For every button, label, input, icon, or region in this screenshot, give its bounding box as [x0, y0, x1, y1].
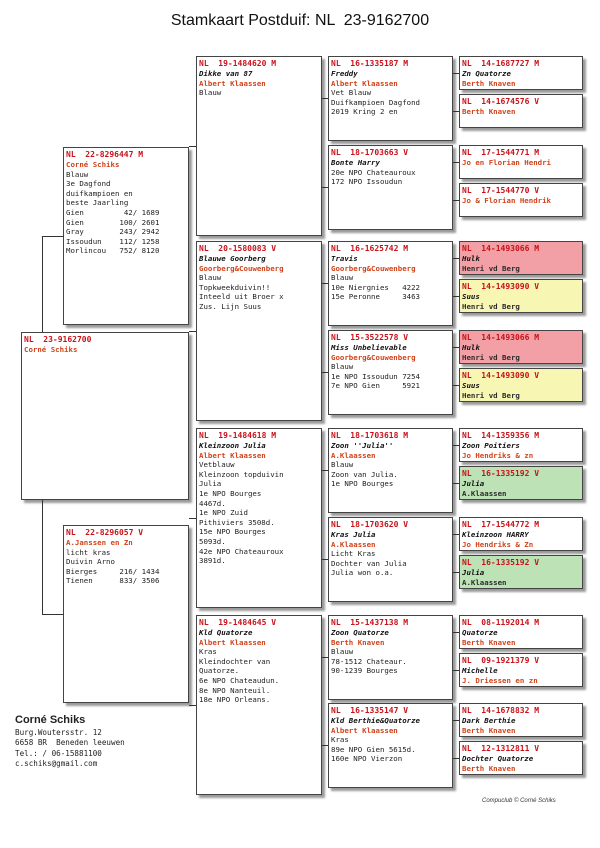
- info-line: 3891d.: [199, 556, 226, 566]
- pigeon-name: Quatorze: [462, 628, 498, 637]
- pigeon-name: Dochter Quatorze: [462, 754, 534, 763]
- connector-line: [189, 518, 196, 519]
- pigeon-name: Kleinzoon HARRY: [462, 530, 529, 539]
- connector-line: [453, 200, 459, 201]
- connector-line: [189, 146, 196, 147]
- info-line: 1e NPO Bourges: [199, 488, 262, 498]
- owner-name: A.Klaassen: [462, 577, 507, 587]
- owner-name: Jo & Florian Hendrik: [462, 196, 551, 205]
- info-line: 15e NPO Bourges: [199, 527, 266, 537]
- pigeon-name: Kld Berthie&Quatorze: [331, 716, 420, 725]
- info-line: Licht Kras: [331, 549, 376, 559]
- gg-grandparent-card-7: [459, 330, 583, 364]
- pigeon-name: Suus: [462, 381, 480, 390]
- gg-grandparent-card-3: [459, 145, 583, 179]
- pigeon-name: Suus: [462, 292, 480, 301]
- ring-number: NL 17-1544771 M: [462, 148, 540, 157]
- owner-name: A.Klaassen: [331, 539, 376, 549]
- info-line: Topkweekduivin!!: [199, 282, 271, 292]
- father-card: [63, 147, 189, 325]
- pigeon-name: Zoon Quatorze: [331, 628, 389, 637]
- ring-number: NL 14-1674576 V: [462, 97, 540, 106]
- ring-number: NL 09-1921379 V: [462, 656, 540, 665]
- owner-name: Berth Knaven: [462, 107, 516, 116]
- ring-number: NL 14-1493066 M: [462, 333, 540, 342]
- ring-number: NL 14-1687727 M: [462, 59, 540, 68]
- owner-name: Corné Schiks: [24, 345, 78, 354]
- grandparent-card-2: [196, 241, 322, 421]
- owner-name: Goorberg&Couwenberg: [331, 352, 416, 362]
- connector-line: [322, 283, 328, 284]
- connector-line: [453, 445, 459, 446]
- breeder-tel: Tel.: / 06-15881100: [15, 748, 102, 758]
- ring-number: NL 14-1493090 V: [462, 371, 540, 380]
- pigeon-name: Hulk: [462, 254, 480, 263]
- connector-line: [453, 73, 459, 74]
- great-grandparent-card-7: [328, 615, 453, 700]
- connector-line: [453, 385, 459, 386]
- info-line: 10e Niergnies 4222: [331, 282, 420, 292]
- info-line: Kleinzoon topduivin: [199, 469, 284, 479]
- connector-line: [42, 236, 43, 332]
- info-line: Kras: [331, 735, 349, 745]
- great-grandparent-card-1: [328, 56, 453, 141]
- pigeon-name: Hulk: [462, 343, 480, 352]
- info-line: 1e NPO Zuid: [199, 508, 248, 518]
- connector-line: [453, 534, 459, 535]
- info-line: Pithiviers 3508d.: [199, 517, 275, 527]
- owner-name: Albert Klaassen: [331, 78, 398, 88]
- pigeon-name: Michelle: [462, 666, 498, 675]
- gg-grandparent-card-1: [459, 56, 583, 90]
- breeder-city: 6658 BR Beneden leeuwen: [15, 738, 125, 748]
- info-line: Vetblauw: [199, 460, 235, 470]
- ring-number: NL 14-1678832 M: [462, 706, 540, 715]
- great-grandparent-card-5: [328, 428, 453, 513]
- gg-grandparent-card-11: [459, 517, 583, 551]
- pigeon-name: Blauwe Goorberg: [199, 254, 266, 263]
- owner-name: A.Klaassen: [462, 488, 507, 498]
- info-line: 7e NPO Gien 5921: [331, 381, 420, 391]
- connector-line: [322, 470, 328, 471]
- owner-name: Albert Klaassen: [199, 78, 266, 88]
- ring-number: NL 19-1484618 M: [199, 431, 277, 440]
- connector-line: [42, 500, 43, 614]
- ring-number: NL 18-1703620 V: [331, 520, 409, 529]
- owner-name: Goorberg&Couwenberg: [199, 263, 284, 273]
- great-grandparent-card-3: [328, 241, 453, 326]
- info-line: Blauw: [199, 273, 222, 283]
- info-line: Inteeld uit Broer x: [199, 292, 284, 302]
- owner-name: Berth Knaven: [462, 763, 516, 773]
- connector-line: [322, 657, 328, 658]
- info-line: 3e Dagfond: [66, 179, 111, 189]
- ring-number: NL 14-1493066 M: [462, 244, 540, 253]
- info-line: 6e NPO Chateaudun.: [199, 675, 280, 685]
- page-title: Stamkaart Postduif: NL 23-9162700: [170, 12, 430, 29]
- connector-line: [322, 187, 328, 188]
- owner-name: Berth Knaven: [462, 725, 516, 735]
- connector-line: [189, 331, 196, 332]
- owner-name: A.Janssen en Zn: [66, 538, 133, 547]
- connector-line: [453, 632, 459, 633]
- ring-number: NL 12-1312811 V: [462, 744, 540, 753]
- grandparent-card-4: [196, 615, 322, 795]
- connector-line: [322, 559, 328, 560]
- owner-name: Henri vd Berg: [462, 301, 520, 311]
- mother-card: [63, 525, 189, 703]
- pigeon-name: Kleinzoon Julia: [199, 441, 266, 450]
- connector-line: [42, 614, 63, 615]
- ring-number: NL 22-8296447 M: [66, 150, 144, 159]
- pigeon-name: Zoon Poitiers: [462, 441, 520, 450]
- owner-name: Corné Schiks: [66, 160, 120, 169]
- info-line: licht kras: [66, 547, 111, 557]
- gg-grandparent-card-2: [459, 94, 583, 128]
- gg-grandparent-card-8: [459, 368, 583, 402]
- info-line: 1e NPO Bourges: [331, 479, 394, 489]
- info-line: 42e NPO Chateauroux: [199, 546, 284, 556]
- gg-grandparent-card-14: [459, 653, 583, 687]
- gg-grandparent-card-5: [459, 241, 583, 275]
- info-line: 4467d.: [199, 498, 226, 508]
- connector-line: [453, 111, 459, 112]
- info-line: Quatorze.: [199, 666, 240, 676]
- owner-name: Jo Hendriks & zn: [462, 450, 534, 460]
- pigeon-name: Dark Berthie: [462, 716, 516, 725]
- connector-line: [322, 98, 328, 99]
- info-line: Blauw: [331, 362, 354, 372]
- info-line: Blauw: [331, 273, 354, 283]
- ring-number: NL 16-1625742 M: [331, 244, 409, 253]
- great-grandparent-card-8: [328, 703, 453, 788]
- ring-number: NL 14-1359356 M: [462, 431, 540, 440]
- connector-line: [322, 745, 328, 746]
- pigeon-name: Kras Julia: [331, 530, 376, 539]
- gg-grandparent-card-10: [459, 466, 583, 500]
- gg-grandparent-card-6: [459, 279, 583, 313]
- info-line: Blauw: [331, 647, 354, 657]
- ring-number: NL 17-1544772 M: [462, 520, 540, 529]
- connector-line: [453, 258, 459, 259]
- gg-grandparent-card-15: [459, 703, 583, 737]
- footer-credit: Compuclub © Corné Schiks: [482, 798, 556, 804]
- connector-line: [453, 720, 459, 721]
- breeder-email: c.schiks@gmail.com: [15, 759, 98, 769]
- breeder-info: [15, 713, 125, 770]
- connector-line: [453, 483, 459, 484]
- pigeon-name: Freddy: [331, 69, 358, 78]
- connector-line: [322, 372, 328, 373]
- ring-number: NL 16-1335147 V: [331, 706, 409, 715]
- gg-grandparent-card-13: [459, 615, 583, 649]
- grandparent-card-3: [196, 428, 322, 608]
- gg-grandparent-card-4: [459, 183, 583, 217]
- connector-line: [453, 758, 459, 759]
- great-grandparent-card-4: [328, 330, 453, 415]
- ring-number: NL 20-1580083 V: [199, 244, 277, 253]
- pigeon-name: Julia: [462, 568, 485, 577]
- ring-number: NL 22-8296057 V: [66, 528, 144, 537]
- owner-name: Berth Knaven: [462, 78, 516, 88]
- pigeon-name: Zoon ''Julia'': [331, 441, 394, 450]
- info-line: Gray 243/ 2942: [66, 227, 160, 237]
- ring-number: NL 16-1335192 V: [462, 558, 540, 567]
- info-line: Kras: [199, 647, 217, 657]
- ring-number: NL 18-1703663 V: [331, 148, 409, 157]
- connector-line: [453, 670, 459, 671]
- owner-name: Henri vd Berg: [462, 352, 520, 362]
- info-line: Blauw: [199, 88, 222, 98]
- info-line: Blauw: [66, 169, 89, 179]
- info-line: Zus. Lijn Suus: [199, 301, 262, 311]
- pigeon-name: Kld Quatorze: [199, 628, 253, 637]
- owner-name: Jo en Florian Hendri: [462, 158, 551, 167]
- pigeon-name: Dikke van 87: [199, 69, 253, 78]
- info-line: 1e NPO Issoudun 7254: [331, 371, 420, 381]
- ring-number: NL 15-1437138 M: [331, 618, 409, 627]
- owner-name: J. Driessen en zn: [462, 675, 538, 685]
- owner-name: Henri vd Berg: [462, 390, 520, 400]
- gg-grandparent-card-16: [459, 741, 583, 775]
- pigeon-name: Travis: [331, 254, 358, 263]
- connector-line: [189, 705, 196, 706]
- ring-number: NL 17-1544770 V: [462, 186, 540, 195]
- owner-name: Albert Klaassen: [199, 637, 266, 647]
- info-line: Blauw: [331, 460, 354, 470]
- connector-line: [453, 347, 459, 348]
- info-line: 5093d.: [199, 536, 226, 546]
- owner-name: Jo Hendriks & Zn: [462, 539, 534, 549]
- info-line: Vet Blauw: [331, 88, 372, 98]
- ring-number: NL 14-1493090 V: [462, 282, 540, 291]
- owner-name: Berth Knaven: [462, 637, 516, 647]
- connector-line: [453, 296, 459, 297]
- info-line: Gien 100/ 2601: [66, 217, 160, 227]
- connector-line: [42, 236, 63, 237]
- pigeon-name: Bonte Harry: [331, 158, 380, 167]
- subject-pigeon-card: [21, 332, 189, 500]
- info-line: Duivin Arno: [66, 557, 115, 567]
- info-line: 89e NPO Gien 5615d.: [331, 744, 416, 754]
- info-line: Julia won o.a.: [331, 568, 394, 578]
- info-line: 15e Peronne 3463: [331, 292, 420, 302]
- owner-name: Goorberg&Couwenberg: [331, 263, 416, 273]
- gg-grandparent-card-12: [459, 555, 583, 589]
- breeder-name: Corné Schiks: [15, 714, 86, 726]
- great-grandparent-card-6: [328, 517, 453, 602]
- info-line: Bierges 216/ 1434: [66, 566, 160, 576]
- info-line: 2019 Kring 2 en: [331, 107, 398, 117]
- info-line: Duifkampioen Dagfond: [331, 97, 420, 107]
- gg-grandparent-card-9: [459, 428, 583, 462]
- info-line: 18e NPO Orleans.: [199, 695, 271, 705]
- owner-name: Berth Knaven: [331, 637, 385, 647]
- great-grandparent-card-2: [328, 145, 453, 230]
- owner-name: Albert Klaassen: [199, 450, 266, 460]
- owner-name: Henri vd Berg: [462, 263, 520, 273]
- info-line: beste Jaarling: [66, 198, 129, 208]
- ring-number: NL 18-1703618 M: [331, 431, 409, 440]
- info-line: Tienen 833/ 3506: [66, 576, 160, 586]
- pigeon-name: Zn Quatorze: [462, 69, 511, 78]
- info-line: 160e NPO Vierzon: [331, 754, 403, 764]
- grandparent-card-1: [196, 56, 322, 236]
- info-line: Zoon van Julia.: [331, 469, 398, 479]
- owner-name: Albert Klaassen: [331, 725, 398, 735]
- ring-number: NL 19-1484620 M: [199, 59, 277, 68]
- info-line: 8e NPO Nanteuil.: [199, 685, 271, 695]
- info-line: 172 NPO Issoudun: [331, 177, 403, 187]
- info-line: Morlincou 752/ 8120: [66, 246, 160, 256]
- info-line: Dochter van Julia: [331, 558, 407, 568]
- info-line: Julia: [199, 479, 222, 489]
- ring-number: NL 15-3522578 V: [331, 333, 409, 342]
- info-line: 90-1239 Bourges: [331, 666, 398, 676]
- ring-number: NL 16-1335187 M: [331, 59, 409, 68]
- info-line: 78-1512 Chateaur.: [331, 656, 407, 666]
- breeder-street: Burg.Woutersstr. 12: [15, 728, 102, 737]
- ring-number: NL 16-1335192 V: [462, 469, 540, 478]
- info-line: Issoudun 112/ 1258: [66, 236, 160, 246]
- ring-number: NL 19-1484645 V: [199, 618, 277, 627]
- owner-name: A.Klaassen: [331, 450, 376, 460]
- info-line: Gien 42/ 1689: [66, 207, 160, 217]
- info-line: Kleindochter van: [199, 656, 271, 666]
- connector-line: [453, 572, 459, 573]
- connector-line: [453, 162, 459, 163]
- pigeon-name: Miss Unbelievable: [331, 343, 407, 352]
- pigeon-name: Julia: [462, 479, 485, 488]
- info-line: duifkampioen en: [66, 188, 133, 198]
- info-line: 20e NPO Chateauroux: [331, 167, 416, 177]
- ring-number: NL 23-9162700: [24, 335, 92, 344]
- ring-number: NL 08-1192014 M: [462, 618, 540, 627]
